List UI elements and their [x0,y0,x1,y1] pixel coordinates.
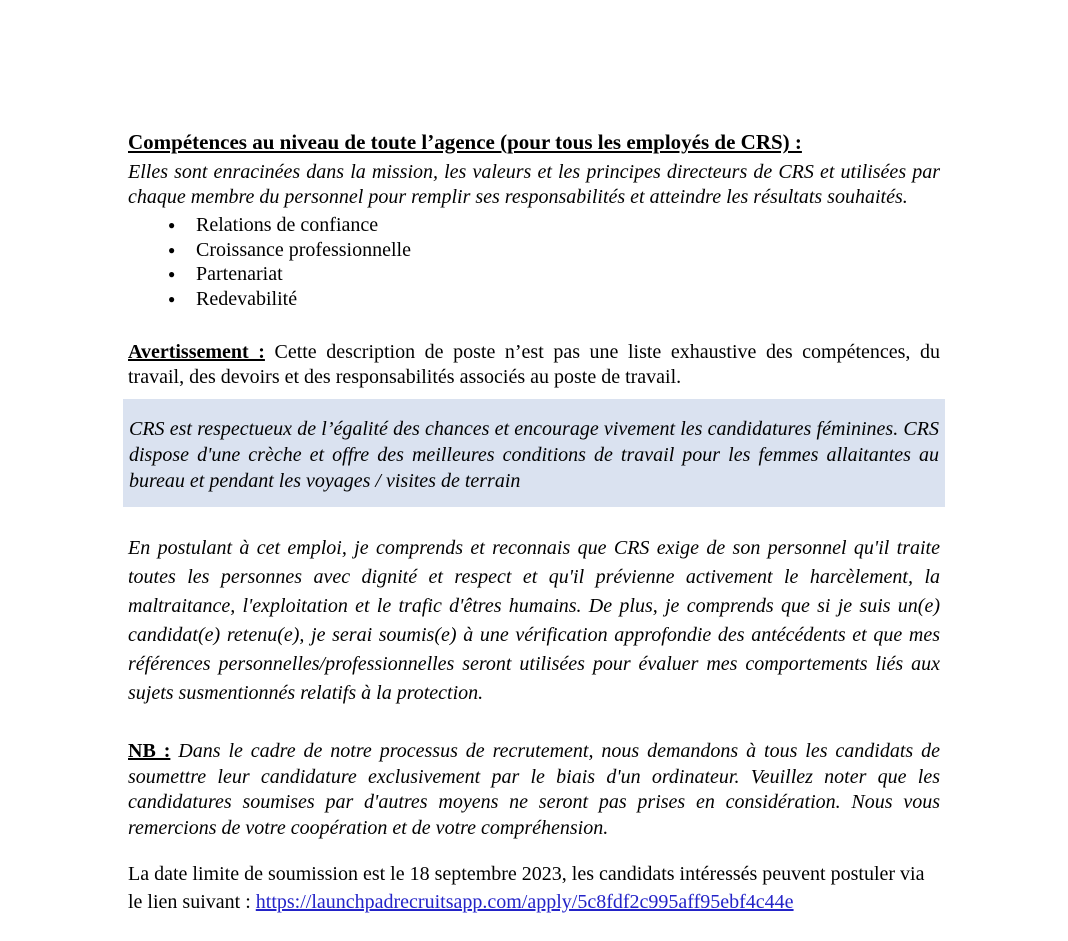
avertissement-paragraph [128,340,940,390]
nb-paragraph [128,739,940,841]
bullet-icon: ● [168,291,176,306]
bullet-icon: ● [168,267,176,281]
list-item [128,238,940,263]
list-item [128,213,940,238]
application-link[interactable]: https://launchpadrecruitsapp.com/apply/5c8fdf2c995aff95ebf4c44e [255,891,794,913]
deadline-paragraph [128,860,940,916]
competences-bullet-list [128,213,940,311]
bullet-icon: ● [168,218,176,232]
deadline-text: La date limite de soumission est le 18 septembre 2023, les candidats intéressés peuvent postuler via le lien suivant : [128,863,925,913]
avertissement-label: Avertissement : [128,341,265,363]
nb-text: Dans le cadre de notre processus de recrutement, nous demandons à tous les candidats de soumettre leur candidature exclusivement par le biais d'un ordinateur. Veuillez noter que les candidatures soumises par d'autres moyens ne seront pas prises en considération. Nous vous remercions de votre coopération et de votre compréhension. [128,740,940,839]
bullet-icon: ● [168,242,176,257]
safeguarding-pledge-paragraph: En postulant à cet emploi, je comprends et reconnais que CRS exige de son personnel qu'il traite toutes les personnes avec dignité et respect et qu'il prévienne activement le harcèlement, la maltraitance, l'exploitation et le trafic d'êtres humains. De plus, je comprends que si je suis un(e) candidat(e) retenu(e), je serai soumis(e) à une vérification approfondie des antécédents et que mes références personnelles/professionnelles seront utilisées pour évaluer mes comportements liés aux sujets susmentionnés relatifs à la protection. [128,537,940,704]
bullet-text: Croissance professionnelle [196,238,411,261]
highlighted-notice-box [123,399,945,507]
list-item [128,287,940,312]
equal-opportunity-text: CRS est respectueux de l’égalité des chances et encourage vivement les candidatures féminines. CRS dispose d'une crèche et offre des meilleures conditions de travail pour les femmes allaitantes au bureau et pendant les voyages / visites de terrain [129,418,939,492]
bullet-text: Relations de confiance [196,214,379,236]
section-heading-competences: Compétences au niveau de toute l’agence (pour tous les employés de CRS) : [128,130,802,154]
bullet-text: Redevabilité [196,287,298,310]
bullet-text: Partenariat [196,263,283,285]
nb-label: NB : [128,740,171,762]
intro-paragraph: Elles sont enracinées dans la mission, les valeurs et les principes directeurs de CRS et utilisées par chaque membre du personnel pour remplir ses responsabilités et atteindre les résultats souhaités. [128,161,940,208]
list-item [128,262,940,287]
avertissement-text: Cette description de poste n’est pas une liste exhaustive des compétences, du travail, des devoirs et des responsabilités associés au poste de travail. [128,341,940,388]
